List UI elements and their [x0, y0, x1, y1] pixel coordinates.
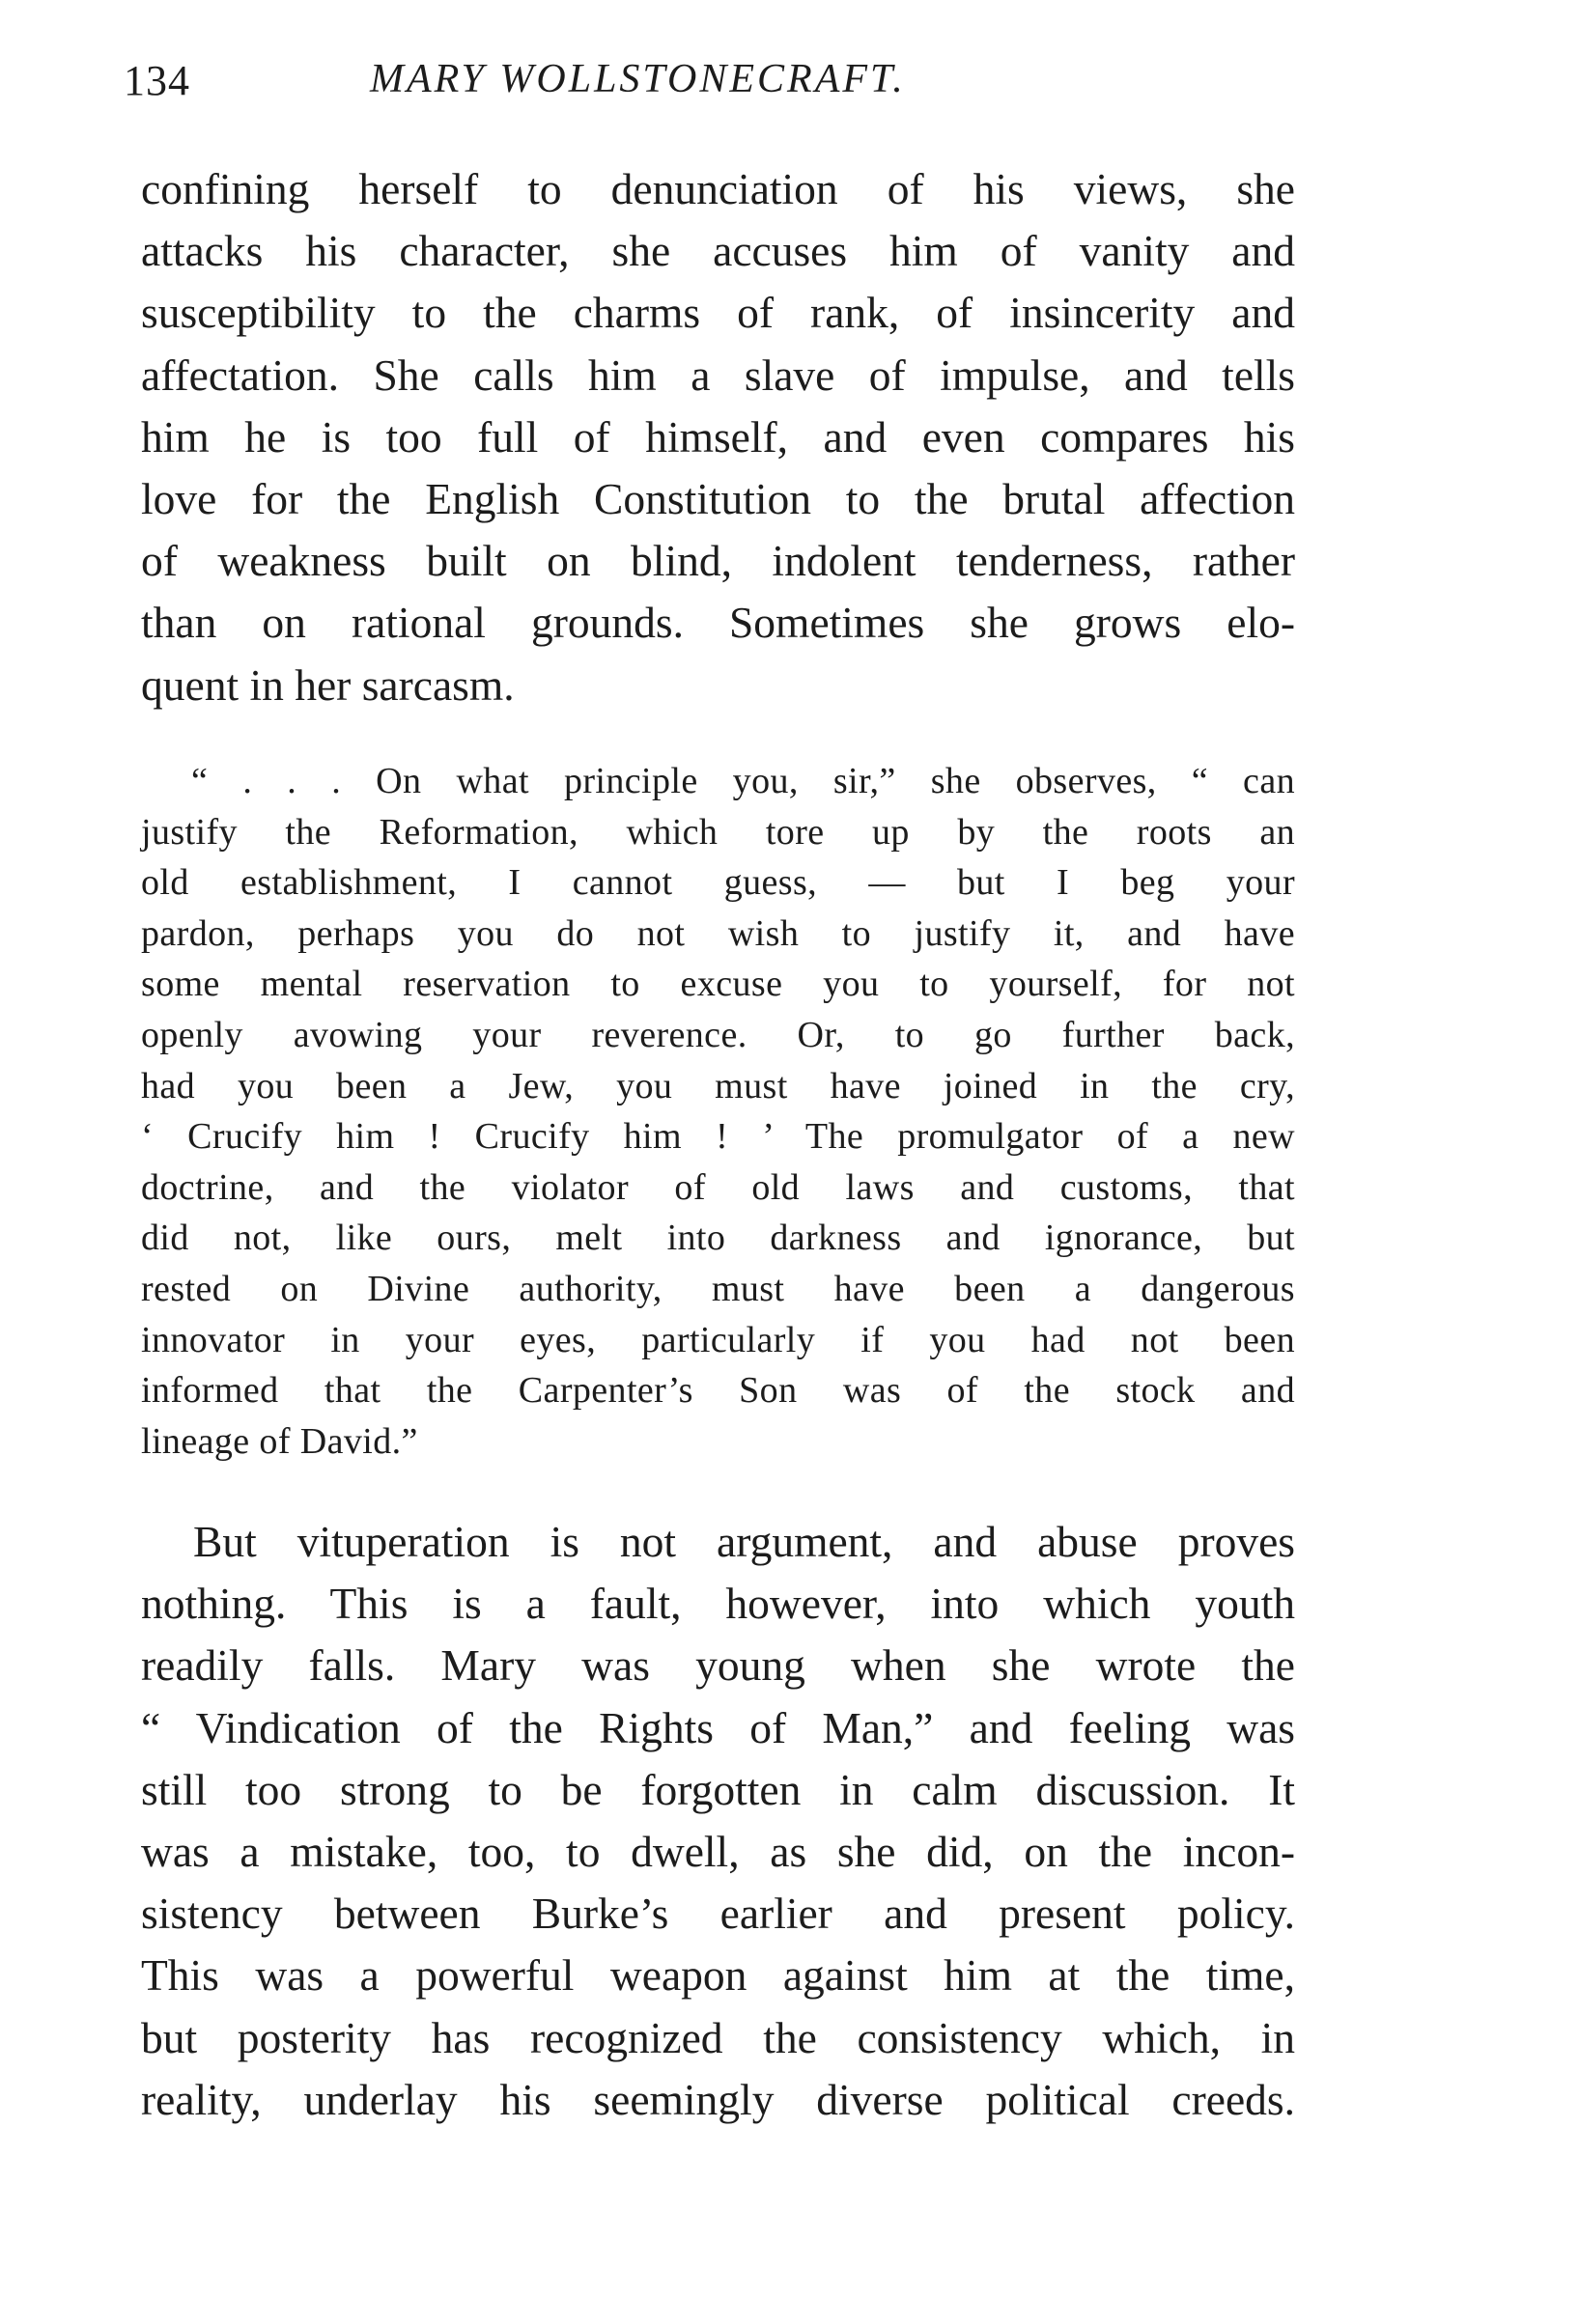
text-line: love for the English Constitution to the brutal affection: [141, 474, 1295, 524]
paragraph-1: [141, 158, 1295, 716]
text-line: readily falls. Mary was young when she wrote the: [141, 1640, 1295, 1691]
quote-line: ‘ Crucify him ! Crucify him ! ’ The promulgator of a new: [141, 1116, 1295, 1158]
text-line: This was a powerful weapon against him at the time,: [141, 1950, 1295, 2001]
quote-line: had you been a Jew, you must have joined in the cry,: [141, 1065, 1295, 1106]
quote-line: rested on Divine authority, must have been a dangerous: [141, 1268, 1295, 1309]
quote-line: doctrine, and the violator of old laws and customs, that: [141, 1166, 1295, 1208]
text-line: attacks his character, she accuses him of vanity and: [141, 226, 1295, 276]
block-quotation: [141, 756, 1295, 1467]
text-line: than on rational grounds. Sometimes she grows elo-: [141, 598, 1295, 648]
quote-line: some mental reservation to excuse you to yourself, for not: [141, 964, 1295, 1005]
text-line: him he is too full of himself, and even compares his: [141, 411, 1295, 462]
page-number: 134: [124, 57, 190, 104]
quote-line: informed that the Carpenter’s Son was of the stock and: [141, 1370, 1295, 1412]
text-line: but posterity has recognized the consistency which, in: [141, 2012, 1295, 2062]
quote-line: lineage of David.”: [141, 1420, 418, 1462]
text-line: But vituperation is not argument, and abuse proves: [193, 1517, 1295, 1566]
quote-line: “ . . . On what principle you, sir,” she observes, “ can: [191, 761, 1295, 801]
quote-line: did not, like ours, melt into darkness and ignorance, but: [141, 1218, 1295, 1259]
running-head: [124, 56, 1297, 124]
quote-line: justify the Reformation, which tore up by the roots an: [141, 811, 1295, 853]
text-line: “ Vindication of the Rights of Man,” and feeling was: [141, 1702, 1295, 1752]
running-title: MARY WOLLSTONECRAFT.: [370, 57, 906, 101]
text-line: affectation. She calls him a slave of impulse, and tells: [141, 350, 1295, 400]
text-line: sistency between Burke’s earlier and present policy.: [141, 1889, 1295, 1939]
text-line: still too strong to be forgotten in calm discussion. It: [141, 1764, 1295, 1814]
paragraph-2: [141, 1511, 1295, 2131]
text-line: susceptibility to the charms of rank, of insincerity and: [141, 288, 1295, 338]
text-line: reality, underlay his seemingly diverse political creeds.: [141, 2074, 1295, 2124]
quote-line: pardon, perhaps you do not wish to justify it, and have: [141, 912, 1295, 954]
text-line: nothing. This is a fault, however, into which youth: [141, 1579, 1295, 1629]
quote-line: innovator in your eyes, particularly if you had not been: [141, 1319, 1295, 1360]
quote-line: old establishment, I cannot guess, — but I beg your: [141, 862, 1295, 904]
text-line: quent in her sarcasm.: [141, 659, 515, 710]
quote-line: openly avowing your reverence. Or, to go further back,: [141, 1014, 1295, 1055]
text-line: of weakness built on blind, indolent tenderness, rather: [141, 536, 1295, 586]
text-line: confining herself to denunciation of his views, she: [141, 164, 1295, 213]
text-line: was a mistake, too, to dwell, as she did, on the incon-: [141, 1827, 1295, 1877]
